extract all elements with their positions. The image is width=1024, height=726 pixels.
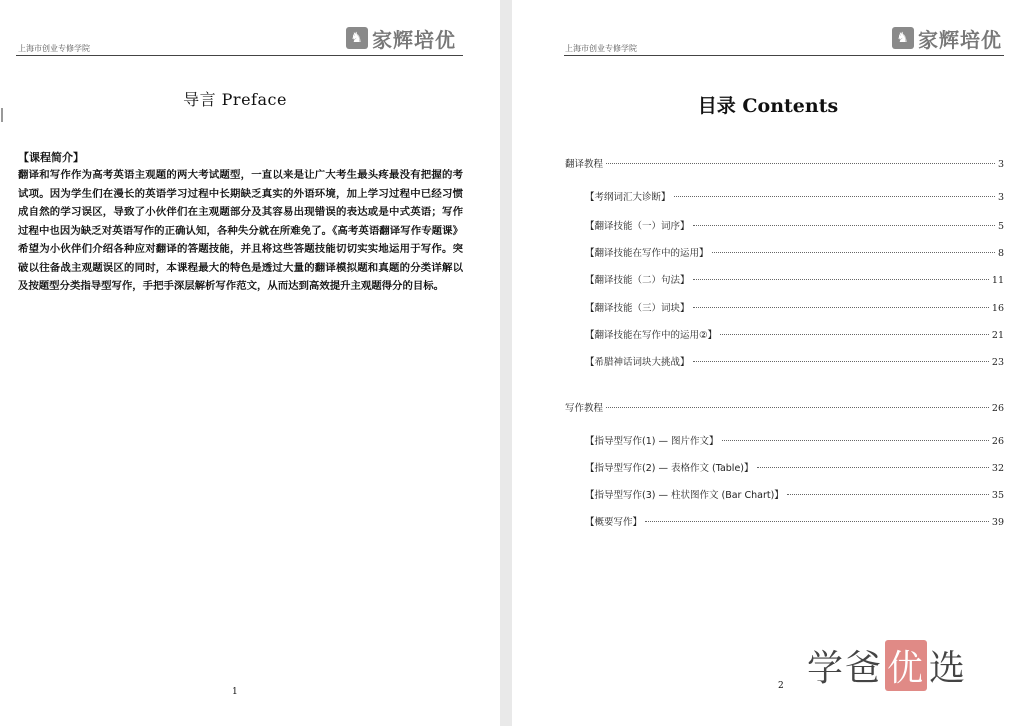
toc-leader-dots xyxy=(693,279,989,280)
toc-entry[interactable] xyxy=(585,327,1004,341)
toc-entry-page: 21 xyxy=(991,330,1004,341)
toc-entry-page: 23 xyxy=(991,357,1004,368)
toc-entry-page: 16 xyxy=(991,303,1004,314)
logo-icon: ♞ xyxy=(346,27,368,49)
toc-leader-dots xyxy=(693,225,995,226)
intro-body: 翻译和写作作为高考英语主观题的两大考试题型，一直以来是让广大考生最头疼最没有把握的考试项。因为学生们在漫长的英语学习过程中长期缺乏真实的外语环境，加上学习过程中已经习惯成自然的学习误区，导致了小伙伴们在主观题部分及其容易出现错误的表达或是中式英语；写作过程中也因为缺乏对英语写作的正确认知，各种失分就在所难免了。《高考英语翻译写作专题课》希望为小伙伴们介绍各种应对翻译的答题技能，并且将这些答题技能切切实实地运用于写作。突破以往备战主观题误区的同时，本课程最大的特色是透过大量的翻译模拟题和真题的分类详解以及按题型分类指导型写作，手把手深层解析写作范文，从而达到高效提升主观题得分的目标。 xyxy=(18,169,463,292)
header-rule xyxy=(564,55,1004,56)
toc-entry-label: 翻译教程 xyxy=(565,159,604,170)
brand-logo xyxy=(346,24,456,52)
toc-entry-label: 【指导型写作(3) — 柱状图作文 (Bar Chart)】 xyxy=(585,490,784,501)
toc-entry-page: 8 xyxy=(997,248,1004,259)
toc-entry-page: 26 xyxy=(991,436,1004,447)
toc-entry[interactable] xyxy=(585,354,1004,368)
toc-entry-page: 11 xyxy=(991,275,1004,286)
toc-entry-label: 【概要写作】 xyxy=(585,517,643,528)
toc-entry-label: 【翻译技能在写作中的运用】 xyxy=(585,248,709,259)
toc-entry-label: 【希腊神话词块大挑战】 xyxy=(585,357,690,368)
toc-leader-dots xyxy=(712,252,995,253)
toc-entry-label: 【翻译技能（二）句法】 xyxy=(585,275,690,286)
header-school-name: 上海市创业专修学院 xyxy=(565,44,637,53)
toc-section-entry[interactable] xyxy=(565,156,1004,170)
toc-entry[interactable] xyxy=(585,245,1004,259)
toc-entry-label: 【翻译技能在写作中的运用②】 xyxy=(585,330,718,341)
toc-leader-dots xyxy=(722,440,989,441)
toc-entry-label: 【指导型写作(1) — 图片作文】 xyxy=(585,436,719,447)
logo-text: 家辉培优 xyxy=(918,27,1002,52)
toc-leader-dots xyxy=(674,196,995,197)
page-number: 2 xyxy=(778,681,784,691)
watermark-highlight: 优 xyxy=(885,640,927,691)
toc-entry-page: 3 xyxy=(997,192,1004,203)
toc-section-entry[interactable] xyxy=(565,400,1004,414)
toc-entry[interactable] xyxy=(585,514,1004,528)
page-number: 1 xyxy=(232,687,238,697)
toc-entry-page: 39 xyxy=(991,517,1004,528)
toc-leader-dots xyxy=(606,163,995,164)
toc-entry[interactable] xyxy=(585,460,1004,474)
toc-entry[interactable] xyxy=(585,300,1004,314)
toc-entry-page: 5 xyxy=(997,221,1004,232)
toc-entry-label: 【指导型写作(2) — 表格作文 (Table)】 xyxy=(585,463,754,474)
toc-entry-page: 26 xyxy=(991,403,1004,414)
header-school-name: 上海市创业专修学院 xyxy=(18,44,90,53)
toc-leader-dots xyxy=(693,307,989,308)
toc-entry[interactable] xyxy=(585,272,1004,286)
toc-entry-label: 【考纲词汇大诊断】 xyxy=(585,192,671,203)
page-title: 目录 Contents xyxy=(697,95,839,117)
intro-heading: 【课程简介】 xyxy=(18,151,84,164)
margin-mark xyxy=(1,108,3,122)
toc-leader-dots xyxy=(693,361,989,362)
watermark-text-end: 选 xyxy=(929,648,968,689)
toc-entry-page: 32 xyxy=(991,463,1004,474)
watermark-text: 学爸 xyxy=(807,648,884,689)
toc-entry-label: 【翻译技能（一）词序】 xyxy=(585,221,690,232)
toc-entry[interactable] xyxy=(585,433,1004,447)
page-1 xyxy=(0,0,500,726)
page-2 xyxy=(512,0,1024,726)
toc-leader-dots xyxy=(645,521,989,522)
toc-entry[interactable] xyxy=(585,218,1004,232)
toc-leader-dots xyxy=(787,494,989,495)
header-rule xyxy=(16,55,463,56)
toc-leader-dots xyxy=(757,467,989,468)
toc-entry[interactable] xyxy=(585,189,1004,203)
brand-logo xyxy=(892,24,1002,52)
toc-entry-page: 3 xyxy=(997,159,1004,170)
toc-leader-dots xyxy=(606,407,989,408)
toc-leader-dots xyxy=(720,334,989,335)
toc-entry[interactable] xyxy=(585,487,1004,501)
toc-entry-label: 【翻译技能（三）词块】 xyxy=(585,303,690,314)
toc-entry-page: 35 xyxy=(991,490,1004,501)
logo-text: 家辉培优 xyxy=(372,27,456,52)
toc-entry-label: 写作教程 xyxy=(565,403,604,414)
page-title: 导言 Preface xyxy=(183,90,287,109)
watermark xyxy=(807,640,967,691)
logo-icon: ♞ xyxy=(892,27,914,49)
